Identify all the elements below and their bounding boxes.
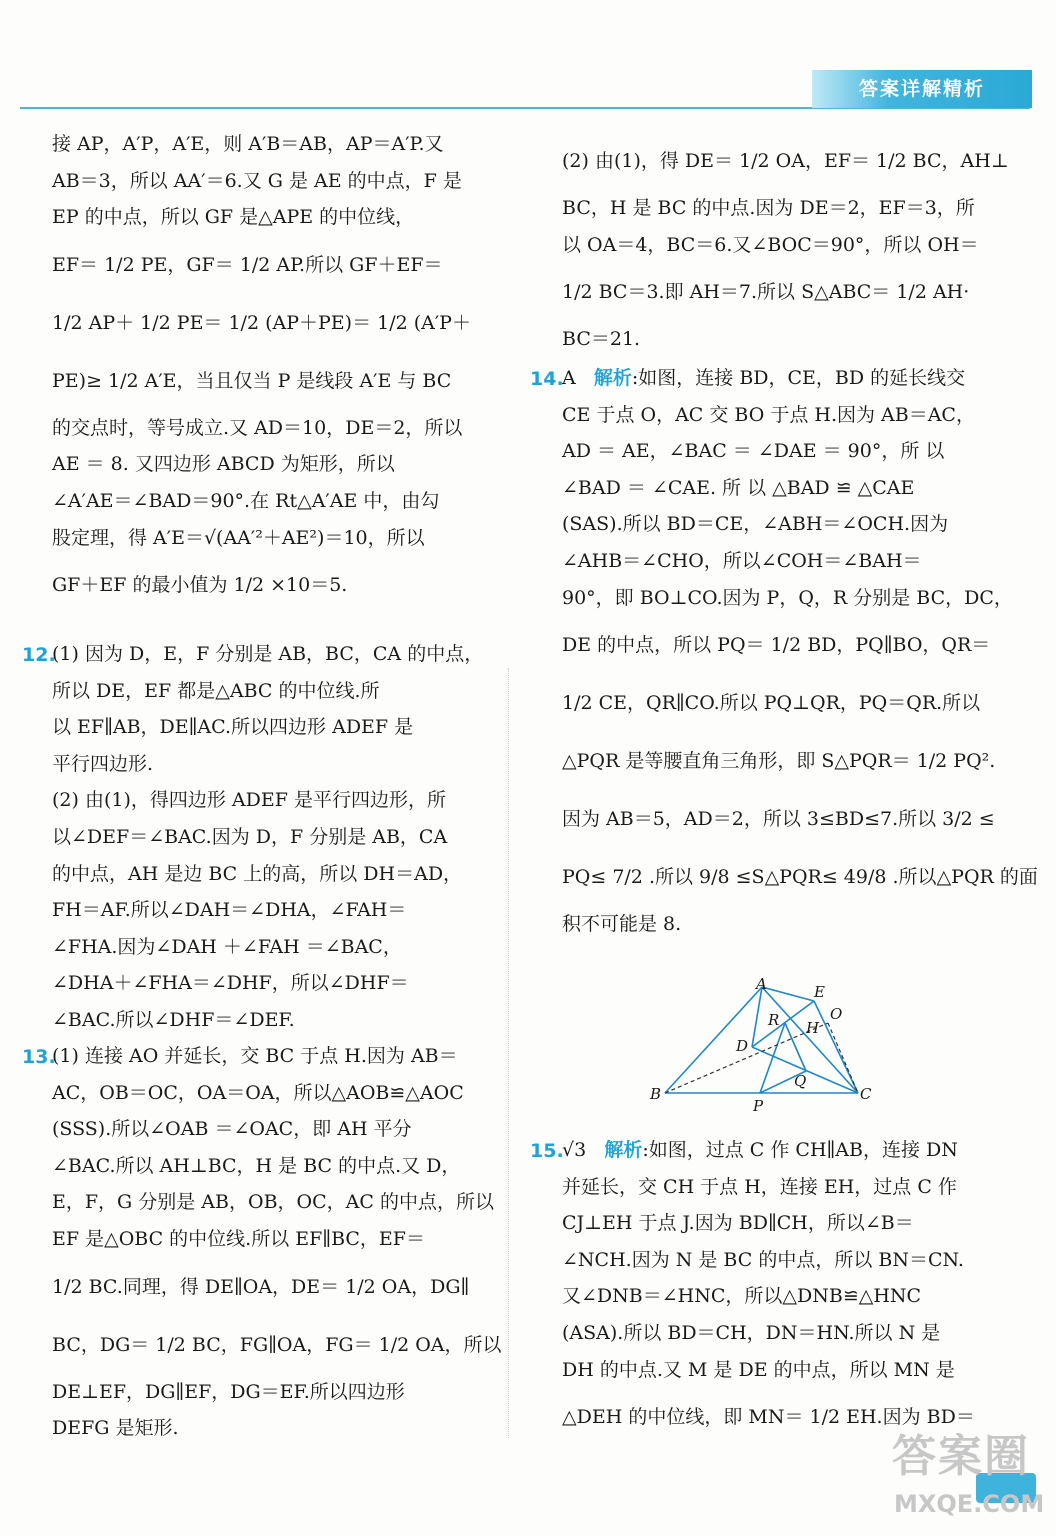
q12-line: 的中点，AH 是边 BC 上的高，所以 DH＝AD，	[52, 862, 463, 885]
q12-block	[52, 636, 492, 1039]
watermark-url: MXQE.COM	[894, 1490, 1045, 1518]
q15-line: △DEH 的中位线，即 MN＝ 1/2 EH.因为 BD＝	[562, 1406, 975, 1429]
q11-line: 1/2 AP＋ 1/2 PE＝ 1/2 (AP＋PE)＝ 1/2 (A′P＋	[52, 311, 471, 334]
q13-part2-line: 1/2 BC＝3.即 AH＝7.所以 S△ABC＝ 1/2 AH·	[562, 281, 970, 304]
q12-line: 以 EF∥AB，DE∥AC.所以四边形 ADEF 是	[52, 716, 414, 739]
header-title: 答案详解精析	[812, 70, 1032, 108]
q12-line: ∠DHA＋∠FHA＝∠DHF，所以∠DHF＝	[52, 972, 409, 995]
watermark-text: 答案圈	[892, 1431, 1030, 1482]
q15-line: CJ⊥EH 于点 J.因为 BD∥CH，所以∠B＝	[562, 1212, 914, 1235]
q13-line: DEFG 是矩形.	[52, 1417, 179, 1440]
q14-line: :如图，连接 BD，CE，BD 的延长线交	[631, 367, 966, 389]
q13-line: ∠BAC.所以 AH⊥BC，H 是 BC 的中点.又 D，	[52, 1154, 461, 1177]
left-column	[52, 126, 492, 614]
q13-block	[52, 1038, 502, 1447]
q13-number: 13.	[22, 1046, 56, 1068]
q11-line: EF＝ 1/2 PE，GF＝ 1/2 AP.所以 GF＋EF＝	[52, 253, 443, 276]
q15-block	[562, 1132, 1002, 1446]
q15-line: DH 的中点.又 M 是 DE 的中点，所以 MN 是	[562, 1358, 955, 1381]
q11-line: GF＋EF 的最小值为 1/2 ×10＝5.	[52, 574, 348, 597]
q14-line: ∠BAD ＝ ∠CAE. 所 以 △BAD ≌ △CAE	[562, 476, 915, 499]
q14-line: PQ≤ 7/2 .所以 9/8 ≤S△PQR≤ 49/8 .所以△PQR 的面	[562, 866, 1038, 889]
q13-part2-line: 以 OA＝4，BC＝6.又∠BOC＝90°，所以 OH＝	[562, 233, 979, 256]
label-h: H	[806, 1019, 820, 1037]
label-r: R	[768, 1011, 780, 1029]
q12-line: ∠BAC.所以∠DHF＝∠DEF.	[52, 1008, 295, 1031]
q11-line: 接 AP，A′P，A′E，则 A′B＝AB，AP＝A′P.又	[52, 133, 444, 155]
q12-line: 以∠DEF＝∠BAC.因为 D，F 分别是 AB，CA	[52, 825, 448, 848]
label-p: P	[753, 1097, 764, 1115]
q13-part2-line: (2) 由(1)，得 DE＝ 1/2 OA，EF＝ 1/2 BC，AH⊥	[562, 150, 1009, 172]
q11-line: 的交点时，等号成立.又 AD＝10，DE＝2，所以	[52, 416, 463, 439]
segment-de	[752, 1001, 814, 1047]
q12-line: 所以 DE，EF 都是△ABC 的中位线.所	[52, 679, 380, 702]
q14-label: 解析	[593, 367, 632, 389]
label-b: B	[650, 1085, 662, 1103]
q12-number: 12.	[22, 644, 56, 666]
q15-first-line	[562, 1132, 1002, 1169]
q14-line: DE 的中点，所以 PQ＝ 1/2 BD，PQ∥BO，QR＝	[562, 634, 991, 657]
q14-line: AD ＝ AE，∠BAC ＝ ∠DAE ＝ 90°，所 以	[562, 440, 945, 463]
q12-line: (1) 因为 D，E，F 分别是 AB，BC，CA 的中点，	[52, 643, 484, 665]
column-divider	[508, 668, 509, 1438]
q14-line: CE 于点 O，AC 交 BO 于点 H.因为 AB＝AC，	[562, 403, 975, 426]
q11-line: AB＝3，所以 AA′＝6.又 G 是 AE 的中点，F 是	[52, 169, 462, 192]
q15-line: 并延长，交 CH 于点 H，连接 EH，过点 C 作	[562, 1175, 957, 1198]
label-e: E	[814, 983, 825, 1001]
q13-line: E，F，G 分别是 AB，OB，OC，AC 的中点，所以	[52, 1191, 494, 1214]
q14-first-line	[562, 360, 1002, 397]
segment-rq	[785, 1023, 806, 1071]
label-d: D	[736, 1037, 749, 1055]
q14-line: 积不可能是 8.	[562, 913, 682, 936]
q15-line: :如图，过点 C 作 CH∥AB，连接 DN	[642, 1139, 958, 1161]
q12-line: 平行四边形.	[52, 752, 154, 775]
segment-ae	[762, 987, 814, 1001]
q13-line: (SSS).所以∠OAB ＝∠OAC，即 AH 平分	[52, 1118, 412, 1141]
q11-line: ∠A′AE＝∠BAD＝90°.在 Rt△A′AE 中，由勾	[52, 489, 440, 512]
q15-label: 解析	[604, 1139, 643, 1161]
q11-line: EP 的中点，所以 GF 是△APE 的中位线，	[52, 206, 415, 229]
q14-line: 1/2 CE，QR∥CO.所以 PQ⊥QR，PQ＝QR.所以	[562, 692, 981, 715]
q15-line: ∠NCH.因为 N 是 BC 的中点，所以 BN＝CN.	[562, 1248, 964, 1271]
q13-line: EF 是△OBC 的中位线.所以 EF∥BC，EF＝	[52, 1227, 425, 1250]
q14-block	[562, 360, 1038, 943]
q14-line: ∠AHB＝∠CHO，所以∠COH＝∠BAH＝	[562, 549, 922, 572]
q15-answer: √3	[562, 1139, 587, 1161]
q13-line: (1) 连接 AO 并延长，交 BC 于点 H.因为 AB＝	[52, 1045, 458, 1067]
watermark-logo	[880, 1420, 1052, 1532]
q13-part2-line: BC，H 是 BC 的中点.因为 DE＝2，EF＝3，所	[562, 197, 975, 219]
label-o: O	[830, 1005, 843, 1023]
q14-number: 14.	[530, 368, 564, 390]
q15-number: 15.	[530, 1140, 564, 1162]
q13-line: 1/2 BC.同理，得 DE∥OA，DE＝ 1/2 OA，DG∥	[52, 1275, 470, 1298]
label-a: A	[756, 975, 767, 993]
q12-line: (2) 由(1)，得四边形 ADEF 是平行四边形，所	[52, 789, 446, 812]
q14-line: △PQR 是等腰直角三角形，即 S△PQR＝ 1/2 PQ².	[562, 750, 996, 773]
q11-line: AE ＝ 8. 又四边形 ABCD 为矩形，所以	[52, 453, 395, 476]
segment-ac	[762, 987, 858, 1093]
q13-part2-block	[562, 132, 1009, 358]
label-c: C	[860, 1085, 872, 1103]
q14-answer: A	[562, 367, 576, 389]
q13-line: BC，DG＝ 1/2 BC，FG∥OA，FG＝ 1/2 OA，所以	[52, 1333, 502, 1356]
q13-part2-line: BC＝21.	[562, 328, 641, 351]
q11-line: PE)≥ 1/2 A′E，当且仅当 P 是线段 A′E 与 BC	[52, 369, 452, 392]
q11-line: 股定理，得 A′E＝√(AA′²＋AE²)＝10，所以	[52, 526, 425, 549]
q15-line: 又∠DNB＝∠HNC，所以△DNB≌△HNC	[562, 1285, 922, 1308]
q14-line: 因为 AB＝5，AD＝2，所以 3≤BD≤7.所以 3/2 ≤	[562, 808, 995, 831]
q14-geometry-figure	[640, 975, 900, 1115]
q12-line: FH＝AF.所以∠DAH＝∠DHA，∠FAH＝	[52, 899, 407, 922]
q13-line: AC，OB＝OC，OA＝OA，所以△AOB≌△AOC	[52, 1081, 464, 1104]
q12-line: ∠FHA.因为∠DAH ＋∠FAH ＝∠BAC，	[52, 935, 402, 958]
q13-line: DE⊥EF，DG∥EF，DG＝EF.所以四边形	[52, 1380, 405, 1403]
label-q: Q	[794, 1072, 807, 1090]
q15-line: (ASA).所以 BD＝CH，DN＝HN.所以 N 是	[562, 1321, 941, 1344]
q14-line: 90°，即 BO⊥CO.因为 P，Q，R 分别是 BC，DC，	[562, 586, 1013, 609]
q14-line: (SAS).所以 BD＝CE，∠ABH＝∠OCH.因为	[562, 513, 949, 536]
